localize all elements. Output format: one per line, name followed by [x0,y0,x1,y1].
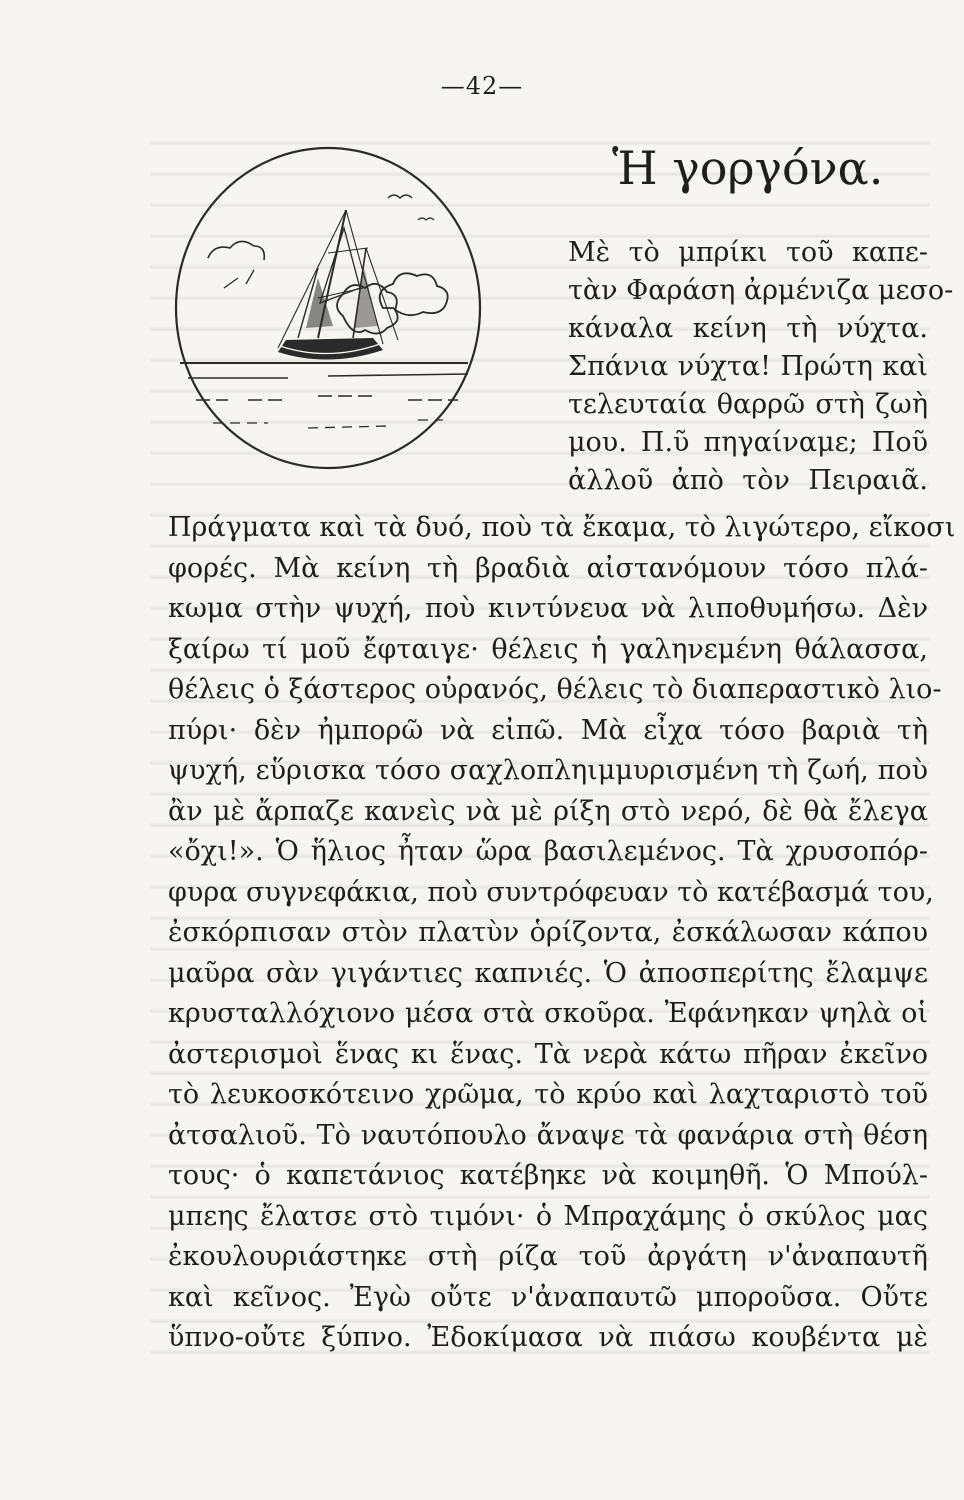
side-text-line: ἀλλοῦ ἀπὸ τὸν Πειραιᾶ. [568,465,928,496]
side-text-line: Μὲ τὸ μπρίκι τοῦ καπε- [568,237,928,268]
body-line: ἀτσαλιοῦ. Τὸ ναυτόπουλο ἄναψε τὰ φανάρια στὴ θέση [168,1119,928,1151]
body-line: «ὄχι!». Ὁ ἥλιος ἦταν ὥρα βασιλεμένος. Τὰ χρυσοπόρ- [168,836,928,867]
body-line: τὸ λευκοσκότεινο χρῶμα, τὸ κρύο καὶ λαχταριστὸ τοῦ [168,1079,928,1110]
body-text [168,508,956,1359]
ship-at-sea-vignette-icon [168,138,488,483]
body-line: ἂν μὲ ἄρπαζε κανεὶς νὰ μὲ ρίξη στὸ νερό, δὲ θὰ ἔλεγα [168,795,928,827]
body-line: καὶ κεῖνος. Ἐγὼ οὔτε ν'ἀναπαυτῶ μποροῦσα. Οὔτε [168,1281,928,1313]
side-text-line: τελευταία θαρρῶ στὴ ζωὴ [568,389,928,420]
body-line: κωμα στὴν ψυχή, ποὺ κιντύνευα νὰ λιποθυμήσω. Δὲν [168,593,928,624]
body-line: κρυσταλλόχιονο μέσα στὰ σκοῦρα. Ἐφάνηκαν ψηλὰ οἱ [168,998,928,1029]
page-number: —42— [440,72,524,100]
side-text-line: τὰν Φαράση ἀρμένιζα μεσο- [568,275,954,306]
body-line: ξαίρω τί μοῦ ἔφταιγε· θέλεις ἡ γαληνεμένη θάλασσα, [168,633,928,665]
side-text-line: μου. Π.ῦ πηγαίναμε; Ποῦ [568,427,928,458]
body-line: Πράγματα καὶ τὰ δυό, ποὺ τὰ ἔκαμα, τὸ λιγώτερο, εἴκοσι [168,512,956,543]
body-line: ψυχή, εὕρισκα τόσο σαχλοπληιμμυρισμένη τὴ ζωή, ποὺ [168,755,928,786]
body-line: τους· ὁ καπετάνιος κατέβηκε νὰ κοιμηθῆ. Ὁ Μπούλ- [168,1160,928,1191]
body-line: ὕπνο-οὔτε ξύπνο. Ἐδοκίμασα νὰ πιάσω κουβέντα μὲ [168,1322,928,1353]
body-line: ἐσκόρπισαν στὸν πλατὺν ὁρίζοντα, ἐσκάλωσαν κάπου [168,917,928,948]
side-text-line: κάναλα κείνη τὴ νύχτα. [568,313,928,344]
body-line: φυρα συγνεφάκια, ποὺ συντρόφευαν τὸ κατέβασμά του, [168,876,934,908]
chapter-title: Ἡ γοργόνα. [612,141,884,195]
side-text-line: Σπάνια νύχτα! Πρώτη καὶ [568,351,928,382]
body-line: πύρι· δὲν ἠμπορῶ νὰ εἰπῶ. Μὰ εἶχα τόσο βαριὰ τὴ [168,714,928,746]
body-line: ἀστερισμοὶ ἕνας κι ἕνας. Τὰ νερὰ κάτω πῆραν ἐκεῖνο [168,1038,928,1070]
body-line: ἐκουλουριάστηκε στὴ ρίζα τοῦ ἀργάτη ν'ἀναπαυτῆ [168,1241,928,1272]
body-line: θέλεις ὁ ξάστερος οὐρανός, θέλεις τὸ διαπεραστικὸ λιο- [168,674,942,705]
body-line: μαῦρα σὰν γιγάντιες καπνιές. Ὁ ἀποσπερίτης ἔλαμψε [168,957,928,989]
body-line: φορές. Μὰ κείνη τὴ βραδιὰ αἰστανόμουν τόσο πλά- [168,552,928,584]
body-line: μπεης ἔλατσε στὸ τιμόνι· ὁ Μπραχάμης ὁ σκύλος μας [168,1200,928,1232]
